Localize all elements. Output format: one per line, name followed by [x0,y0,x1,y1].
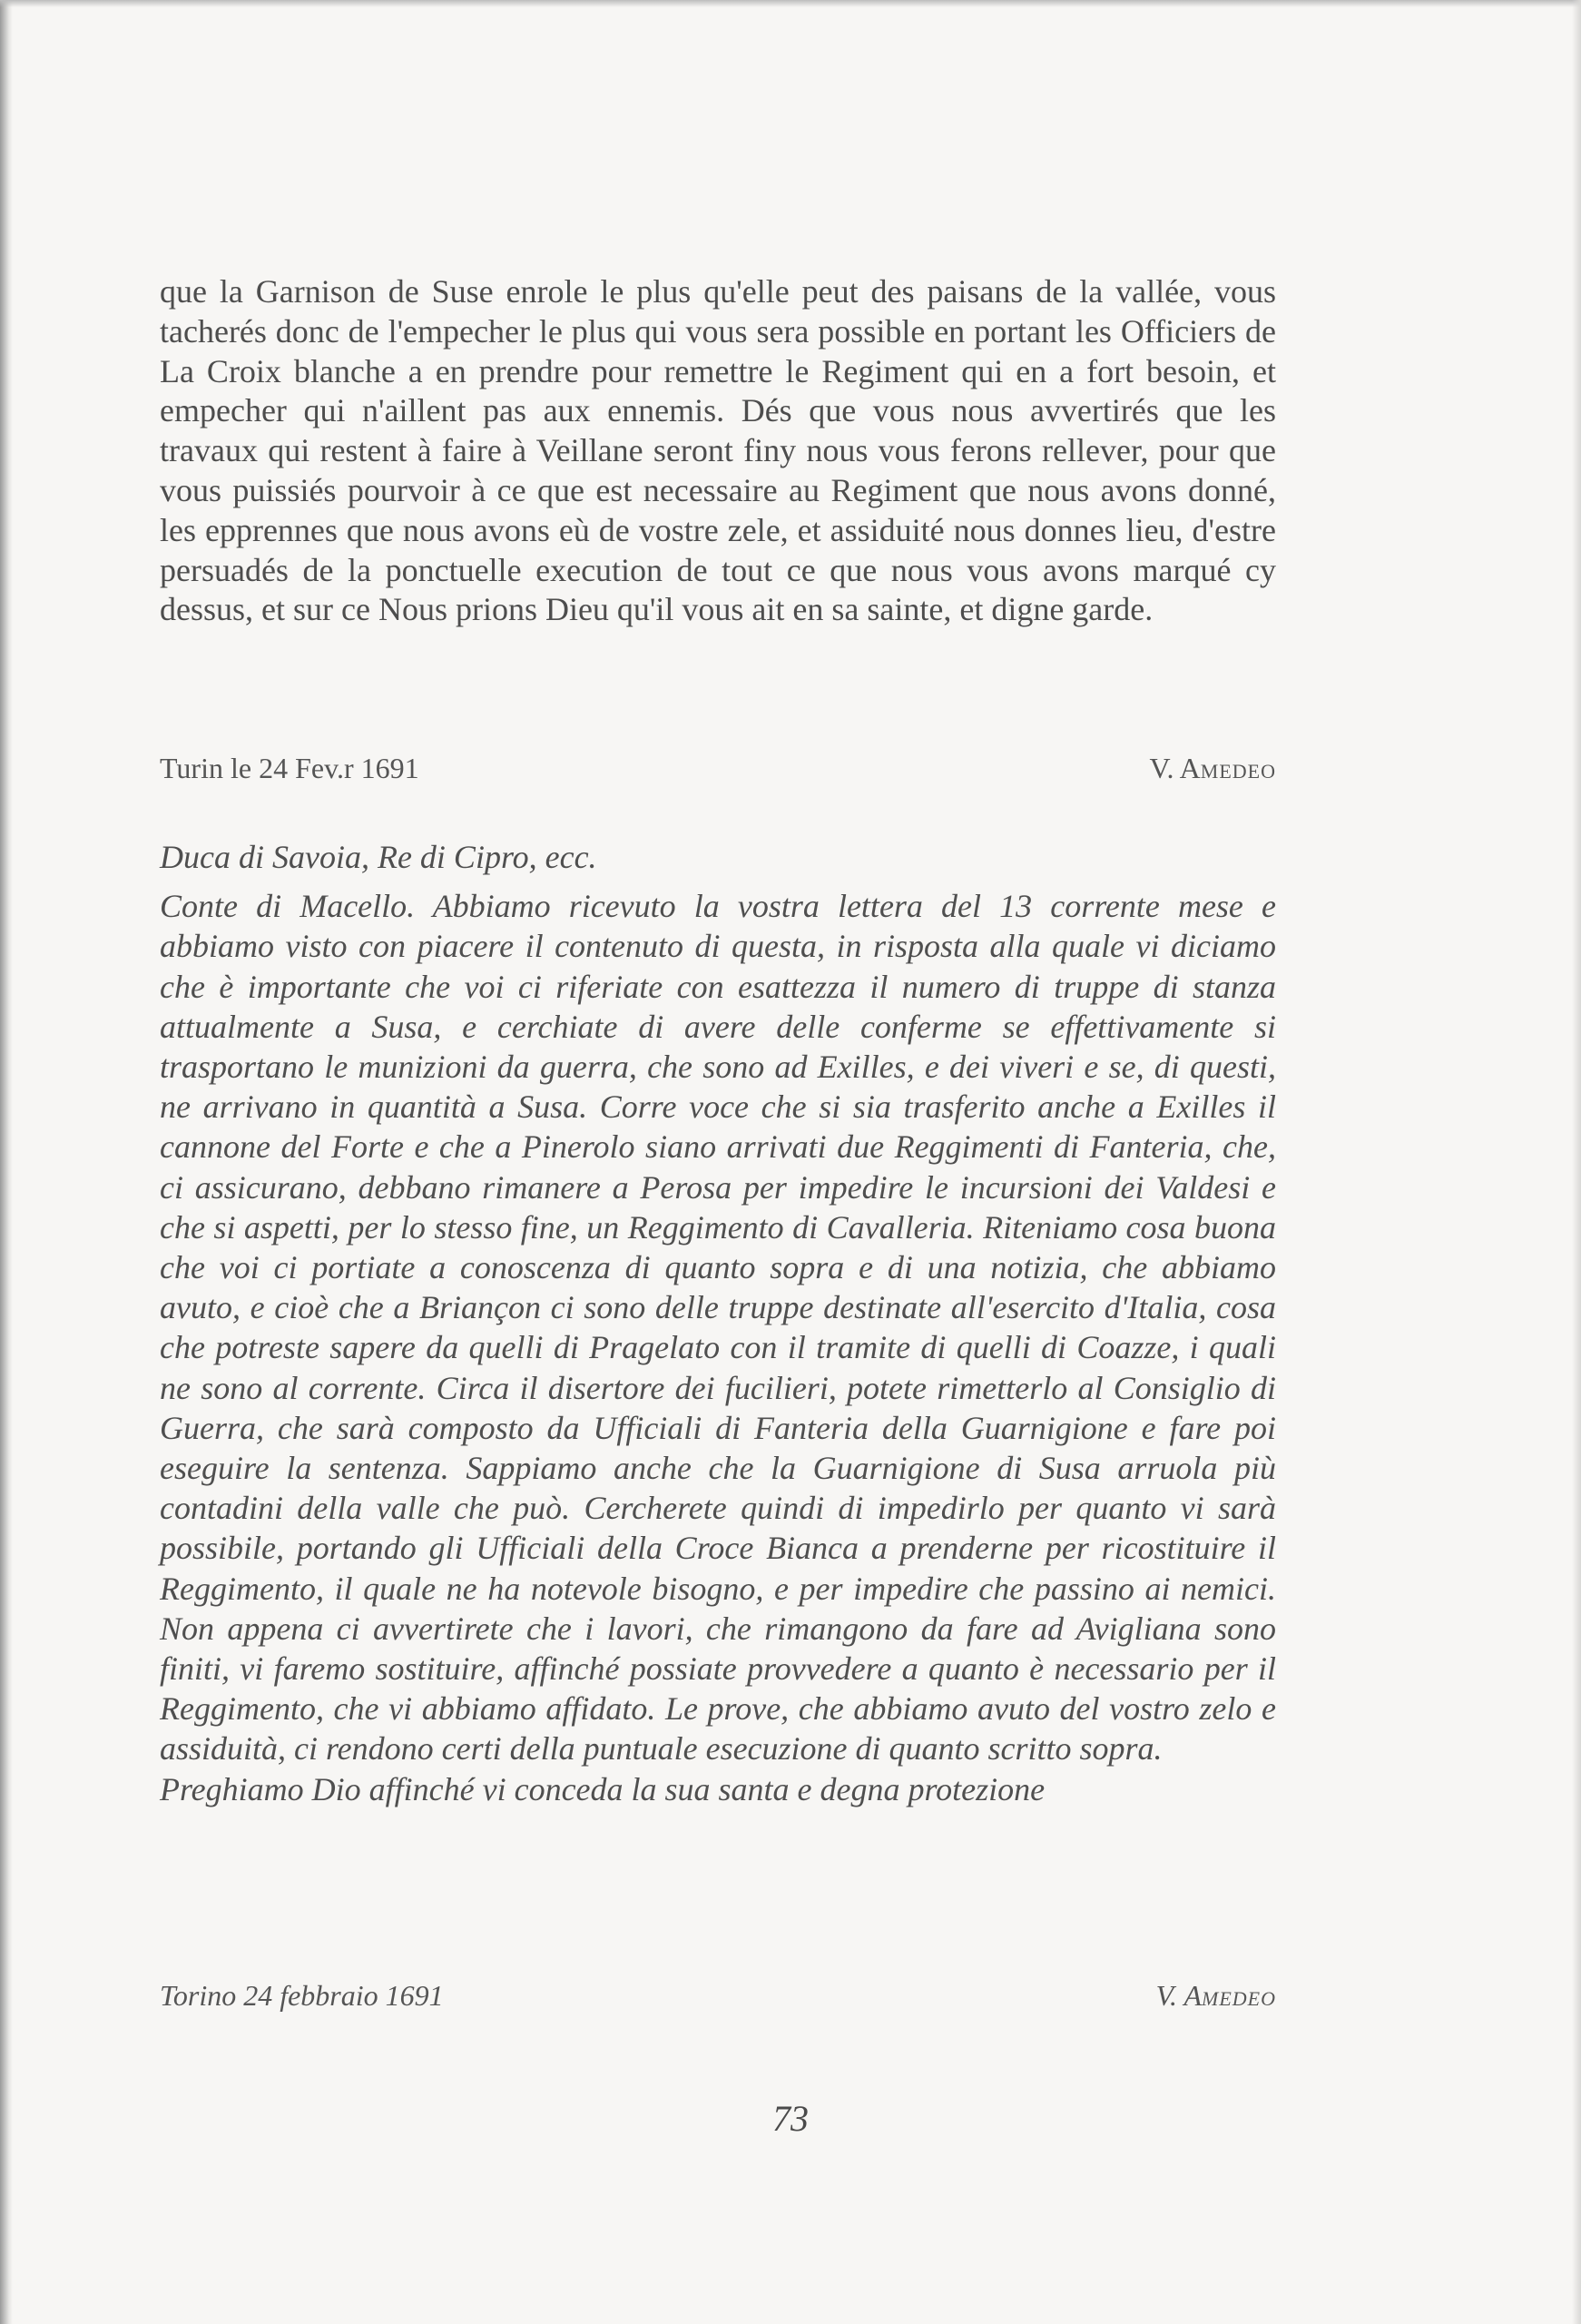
italian-signature-initial: V. A [1155,1979,1203,2012]
italian-signature [1156,1979,1276,2013]
french-signature [1149,752,1276,785]
scan-shadow-right [1572,0,1581,2324]
french-signature-initial: V. A [1149,752,1201,784]
french-place-date: Turin le 24 Fev.r 1691 [160,752,419,784]
italian-body: Conte di Macello. Abbiamo ricevuto la vostra lettera del 13 corrente mese e abbiamo visto con piacere il contenuto di questa, in risposta alla quale vi diciamo che è importante che voi ci riferiate con esattezza il numero di truppe di stanza attualmente a Susa, e cerchiate di avere delle conferme se effettivamente si trasportano le munizioni da guerra, che sono ad Exilles, e dei viveri e se, di questi, ne arrivano in quantità a Susa. Corre voce che si sia trasferito anche a Exilles il cannone del Forte e che a Pinerolo siano arrivati due Reggimenti di Fanteria, che, ci assicurano, debbano rimanere a Perosa per impedire le incursioni dei Valdesi e che si aspetti, per lo stesso fine, un Reggimento di Cavalleria. Riteniamo cosa buona che voi ci portiate a conoscenza di quanto sopra e di una notizia, che abbiamo avuto, e cioè che a Briançon ci sono delle truppe destinate all'esercito d'Italia, cosa che potreste sapere da quelli di Pragelato con il tramite di quelli di Coazze, i quali ne sono al corrente. Circa il disertore dei fucilieri, potete rimetterlo al Consiglio di Guerra, che sarà composto da Ufficiali di Fanteria della Guarnigione e fare poi eseguire la sentenza. Sappiamo anche che la Guarnigione di Susa arruola più contadini della valle che può. Cercherete quindi di impedirlo per quanto vi sarà possibile, portando gli Ufficiali della Croce Bianca a prenderne per ricostituire il Reggimento, il quale ne ha notevole bisogno, e per impedire che passino ai nemici. Non appena ci avvertirete che i lavori, che rimangono da fare ad Avigliana sono finiti, vi faremo sostituire, affinché possiate provvedere a quanto è necessario per il Reggimento, che vi abbiamo affidato. Le prove, che abbiamo avuto del vostro zelo e assiduità, ci rendono certi della puntuale esecuzione di quanto scritto sopra. [160,888,1276,1768]
french-letter [160,272,1276,630]
scan-shadow-left [0,0,13,2324]
italian-closing: Preghiamo Dio affinché vi conceda la sua santa e degna protezione [160,1770,1046,1807]
italian-signature-row [160,1979,1276,2013]
italian-translation [160,837,1276,1809]
page-number: 73 [772,2098,809,2139]
italian-heading: Duca di Savoia, Re di Cipro, ecc. [160,839,597,875]
french-signature-row [160,752,1276,785]
french-signature-rest: medeo [1200,752,1276,784]
italian-place-date: Torino 24 febbraio 1691 [160,1979,444,2012]
french-letter-body: que la Garnison de Suse enrole le plus qu'elle peut des paisans de la vallée, vous tacherés donc de l'empecher le plus qui vous sera possible en portant les Officiers de La Croix blanche a en prendre pour remettre le Regiment qui en a fort besoin, et empecher qui n'aillent pas aux ennemis. Dés que vous nous avvertirés que les travaux qui restent à faire à Veillane seront finy nous vous ferons rellever, pour que vous puissiés pourvoir à ce que est necessaire au Regiment que nous avons donné, les epprennes que nous avons eù de vostre zele, et assiduité nous donnes lieu, d'estre persuadés de la ponctuelle execution de tout ce que nous vous avons marqué cy dessus, et sur ce Nous prions Dieu qu'il vous ait en sa sainte, et digne garde. [160,273,1276,628]
scan-shadow-top [0,0,1581,7]
italian-signature-rest: medeo [1202,1979,1276,2012]
